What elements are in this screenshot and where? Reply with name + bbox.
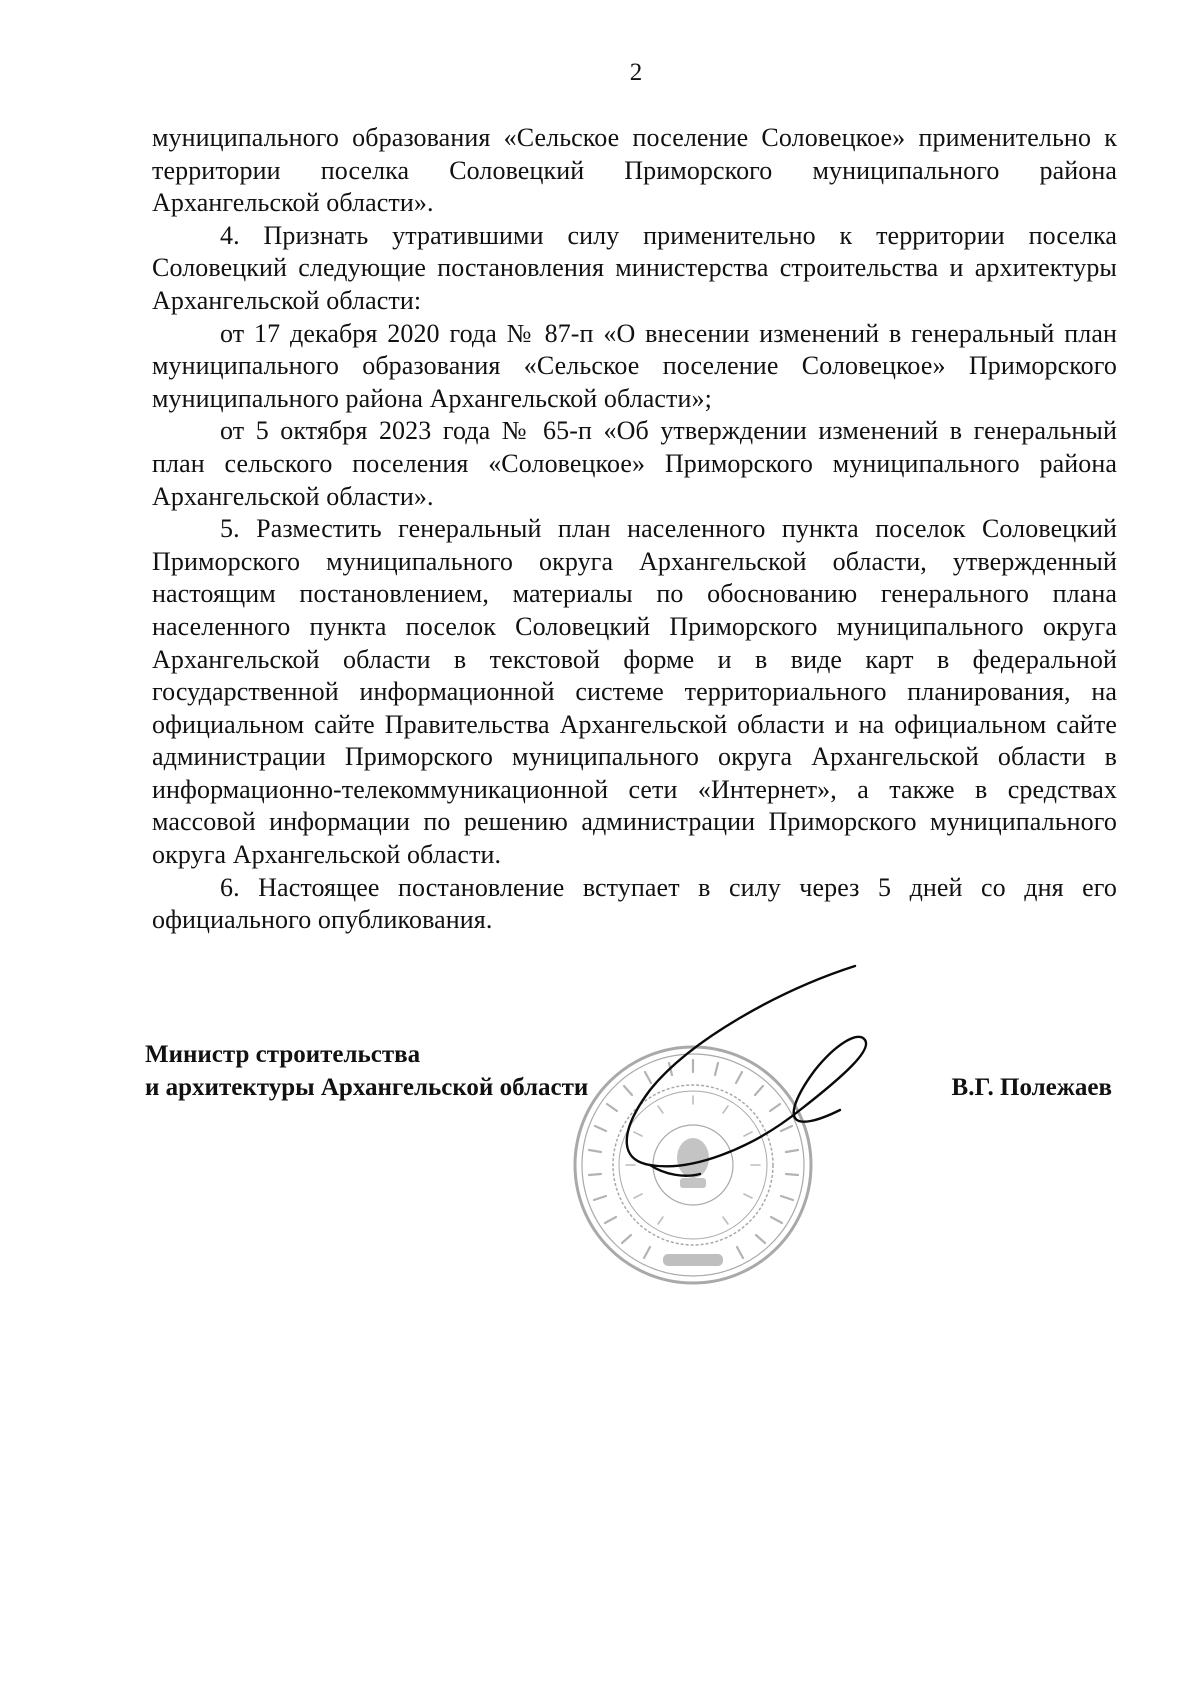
signer-position [145,1038,588,1104]
handwritten-signature [610,960,910,1180]
paragraph-2: 4. Признать утратившими силу применительно к территории поселка Соловецкий следующие постановления министерства строительства и архитектуры Архангельской области: [152,220,1117,315]
signer-name: В.Г. Полежаев [951,1074,1112,1101]
paragraph-5: 5. Разместить генеральный план населенного пункта поселок Соловецкий Приморского муниципального округа Архангельской области, утвержденный настоящим постановлением, материалы по обоснованию генерального плана населенного пункта поселок Соловецкий Приморского муниципального округа Архангельской области в текстовой форме и в виде карт в федеральной государственной информационной системе территориального планирования, на официальном сайте Правительства Архангельской области и на официальном сайте администрации Приморского муниципального округа Архангельской области в информационно-телекоммуникационной сети «Интернет», а также в средствах массовой информации по решению администрации Приморского муниципального округа Архангельской области. [152,514,1117,870]
signer-position-line-2: и архитектуры Архангельской области [145,1074,589,1101]
paragraph-6: 6. Настоящее постановление вступает в силу через 5 дней со дня его официального опубликования. [152,872,1117,935]
page-number: 2 [629,59,643,86]
signer-position-line-1: Министр строительства [145,1041,421,1068]
paragraph-3: от 17 декабря 2020 года № 87-п «О внесении изменений в генеральный план муниципального образования «Сельское поселение Соловецкое» Приморского муниципального района Архангельской области»; [152,318,1117,413]
paragraph-4: от 5 октября 2023 года № 65-п «Об утверждении изменений в генеральный план сельского поселения «Соловецкое» Приморского муниципального района Архангельской области». [152,416,1117,511]
paragraph-1: муниципального образования «Сельское поселение Соловецкое» применительно к территории поселка Соловецкий Приморского муниципального района Архангельской области». [152,123,1117,218]
document-body [152,122,1117,937]
